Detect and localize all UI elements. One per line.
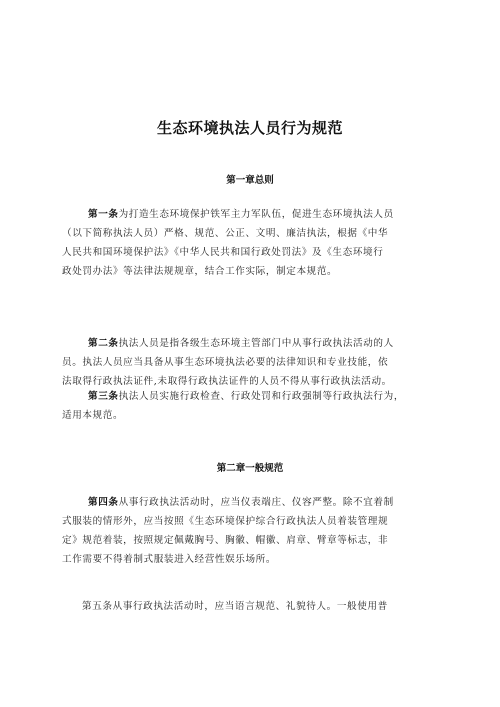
article-line: 第三条执法人员实施行政检查、行政处罚和行政强制等行政执法行为， — [88, 391, 405, 402]
article-5 — [62, 597, 442, 616]
article-line: （以下简称执法人员）严格、规范、公正、文明、廉洁执法，根据《中华 — [62, 228, 389, 239]
document-title: 生态环境执法人员行为规范 — [156, 119, 343, 137]
article-line: 第一条为打造生态环境保护铁军主力军队伍，促进生态环境执法人员 — [88, 209, 394, 220]
article-line: 法取得行政执法证件,未取得行政执法证件的人员不得从事行政执法活动。 — [62, 376, 392, 387]
article-3 — [62, 387, 442, 425]
article-2 — [62, 334, 442, 391]
article-line: 第四条从事行政执法活动时，应当仪表端庄、仪容严整。除不宜着制 — [88, 497, 394, 508]
article-4 — [62, 493, 442, 569]
article-line: 适用本规范。 — [62, 410, 124, 421]
article-lead: 第三条 — [88, 391, 119, 402]
article-line: 第五条从事行政执法活动时，应当语言规范、礼貌待人。一般使用普 — [82, 601, 388, 612]
article-line: 员。执法人员应当具备从事生态环境执法必要的法律知识和专业技能，依 — [62, 357, 389, 368]
article-line: 工作需要不得着制式服装进入经营性娱乐场所。 — [62, 554, 277, 565]
article-lead: 第四条 — [88, 497, 119, 508]
article-line: 定》规范着装，按照规定佩戴胸号、胸徽、帽徽、肩章、臂章等标志，非 — [62, 535, 389, 546]
article-lead: 第一条 — [88, 209, 119, 220]
chapter-heading-2: 第二章一般规范 — [216, 463, 284, 474]
article-line: 人民共和国环境保护法》《中华人民共和国行政处罚法》及《生态环境行 — [62, 247, 384, 258]
chapter-heading-1: 第一章总则 — [226, 175, 274, 186]
article-line: 第二条执法人员是指各级生态环境主管部门中从事行政执法活动的人 — [88, 338, 394, 349]
article-line: 政处罚办法》等法律法规规章，结合工作实际，制定本规范。 — [62, 266, 338, 277]
article-line: 式服装的情形外，应当按照《生态环境保护综合行政执法人员着装管理规 — [62, 516, 389, 527]
article-1 — [62, 205, 442, 281]
article-lead: 第二条 — [88, 338, 119, 349]
